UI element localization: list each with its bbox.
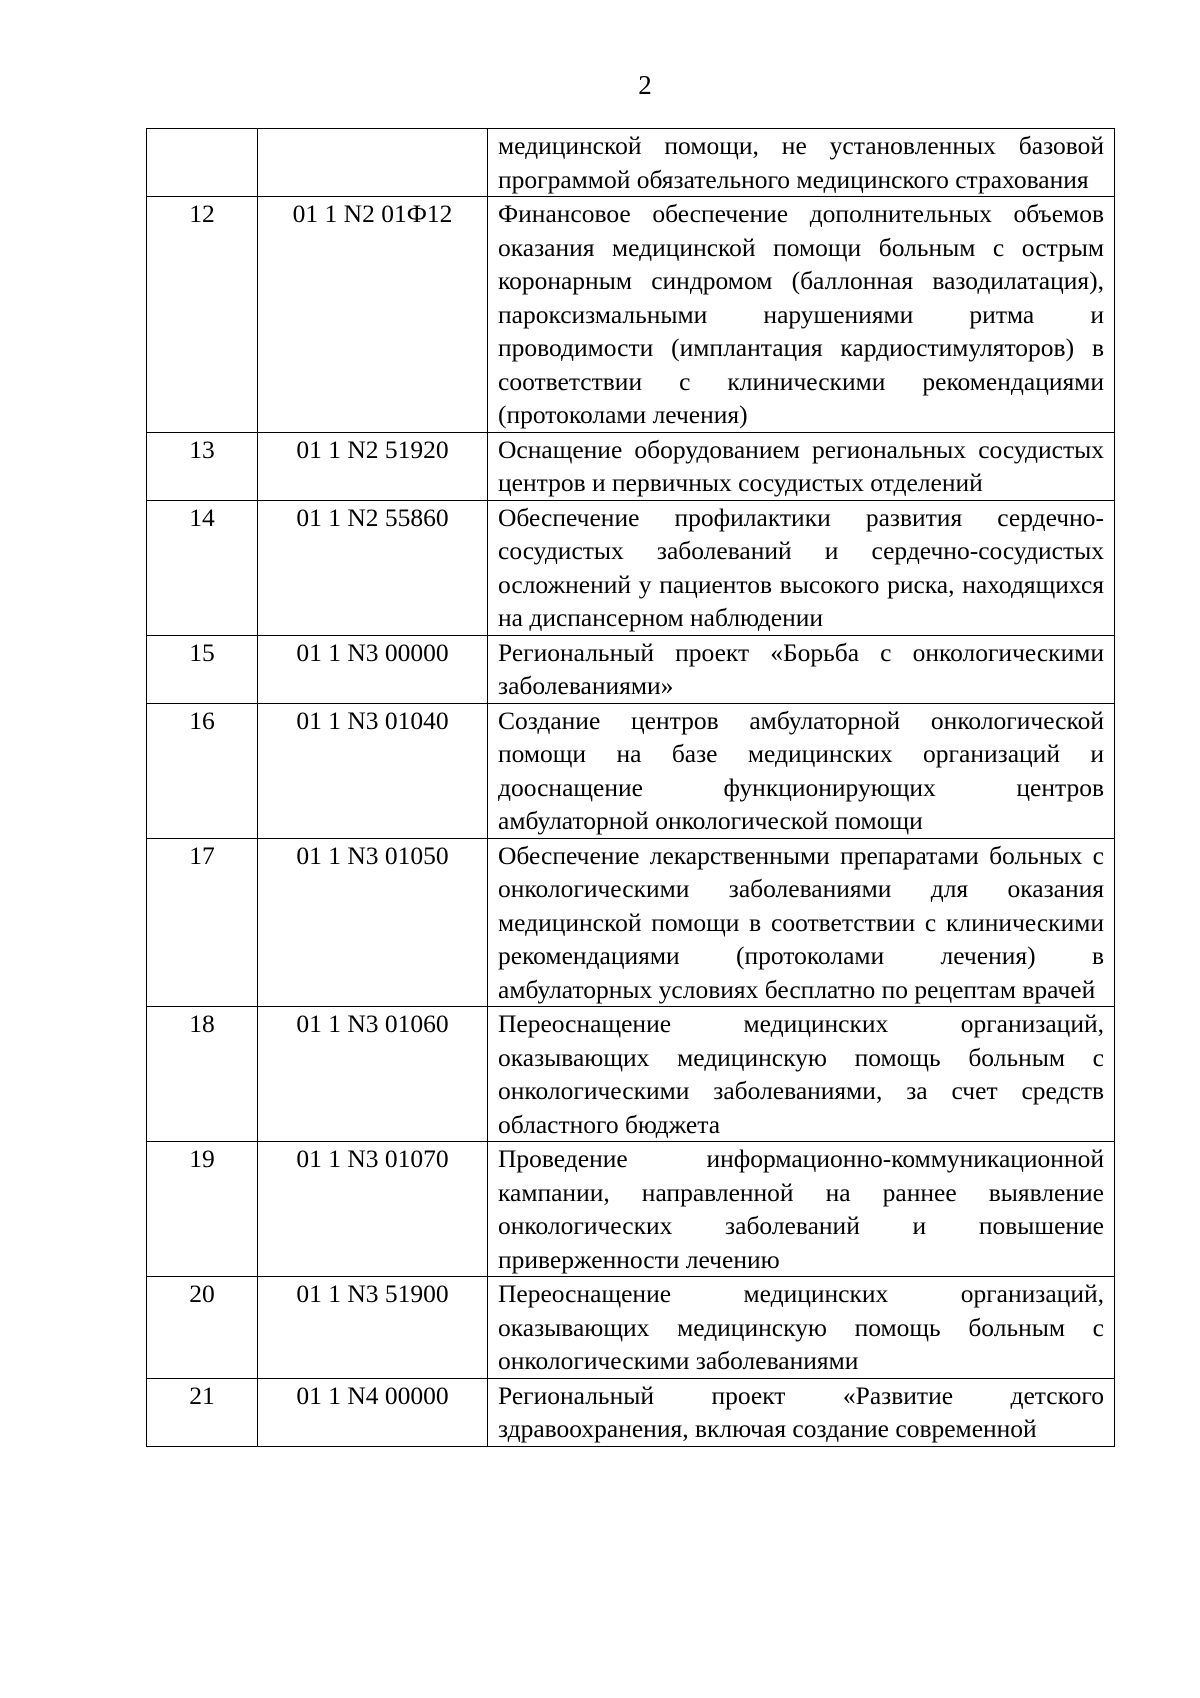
row-description: Финансовое обеспечение дополнительных объемов оказания медицинской помощи больным с острым коронарным синдромом (баллонная вазодилатация), пароксизмальными нарушениями ритма и проводимости (имплантация кардиостимуляторов) в соответствии с клиническими рекомендациями (протоколами лечения)	[488, 197, 1115, 433]
row-number	[147, 129, 258, 197]
row-description: Оснащение оборудованием региональных сосудистых центров и первичных сосудистых отделений	[488, 432, 1115, 500]
row-number: 13	[147, 432, 258, 500]
classification-code: 01 1 N3 01060	[258, 1007, 488, 1142]
classification-code: 01 1 N3 01070	[258, 1142, 488, 1277]
row-description: Обеспечение профилактики развития сердечно-сосудистых заболеваний и сердечно-сосудистых осложнений у пациентов высокого риска, находящихся на диспансерном наблюдении	[488, 500, 1115, 635]
table-row	[147, 1277, 1115, 1379]
classification-code: 01 1 N2 51920	[258, 432, 488, 500]
row-number: 17	[147, 838, 258, 1007]
row-number: 21	[147, 1378, 258, 1446]
table-row	[147, 432, 1115, 500]
classification-code: 01 1 N3 01050	[258, 838, 488, 1007]
row-number: 19	[147, 1142, 258, 1277]
table-row	[147, 500, 1115, 635]
classification-code: 01 1 N3 51900	[258, 1277, 488, 1379]
row-description: Обеспечение лекарственными препаратами больных с онкологическими заболеваниями для оказания медицинской помощи в соответствии с клиническими рекомендациями (протоколами лечения) в амбулаторных условиях бесплатно по рецептам врачей	[488, 838, 1115, 1007]
table-row	[147, 635, 1115, 703]
table-row	[147, 197, 1115, 433]
page-number: 2	[638, 70, 652, 100]
row-description: Региональный проект «Борьба с онкологическими заболеваниями»	[488, 635, 1115, 703]
budget-classification-table	[146, 128, 1115, 1447]
table-row	[147, 1378, 1115, 1446]
row-number: 15	[147, 635, 258, 703]
classification-code: 01 1 N3 01040	[258, 703, 488, 838]
row-description: Переоснащение медицинских организаций, оказывающих медицинскую помощь больным с онкологическими заболеваниями	[488, 1277, 1115, 1379]
row-number: 12	[147, 197, 258, 433]
table-row	[147, 838, 1115, 1007]
row-description: Переоснащение медицинских организаций, оказывающих медицинскую помощь больным с онкологическими заболеваниями, за счет средств областного бюджета	[488, 1007, 1115, 1142]
row-number: 16	[147, 703, 258, 838]
classification-code: 01 1 N2 01Ф12	[258, 197, 488, 433]
table-row	[147, 129, 1115, 197]
row-number: 18	[147, 1007, 258, 1142]
row-description: медицинской помощи, не установленных базовой программой обязательного медицинского страхования	[488, 129, 1115, 197]
classification-code: 01 1 N2 55860	[258, 500, 488, 635]
classification-code	[258, 129, 488, 197]
row-description: Региональный проект «Развитие детского здравоохранения, включая создание современной	[488, 1378, 1115, 1446]
row-number: 20	[147, 1277, 258, 1379]
row-description: Проведение информационно-коммуникационной кампании, направленной на раннее выявление онкологических заболеваний и повышение приверженности лечению	[488, 1142, 1115, 1277]
classification-code: 01 1 N4 00000	[258, 1378, 488, 1446]
row-number: 14	[147, 500, 258, 635]
row-description: Создание центров амбулаторной онкологической помощи на базе медицинских организаций и дооснащение функционирующих центров амбулаторной онкологической помощи	[488, 703, 1115, 838]
table-row	[147, 1007, 1115, 1142]
classification-code: 01 1 N3 00000	[258, 635, 488, 703]
table-row	[147, 703, 1115, 838]
table-row	[147, 1142, 1115, 1277]
